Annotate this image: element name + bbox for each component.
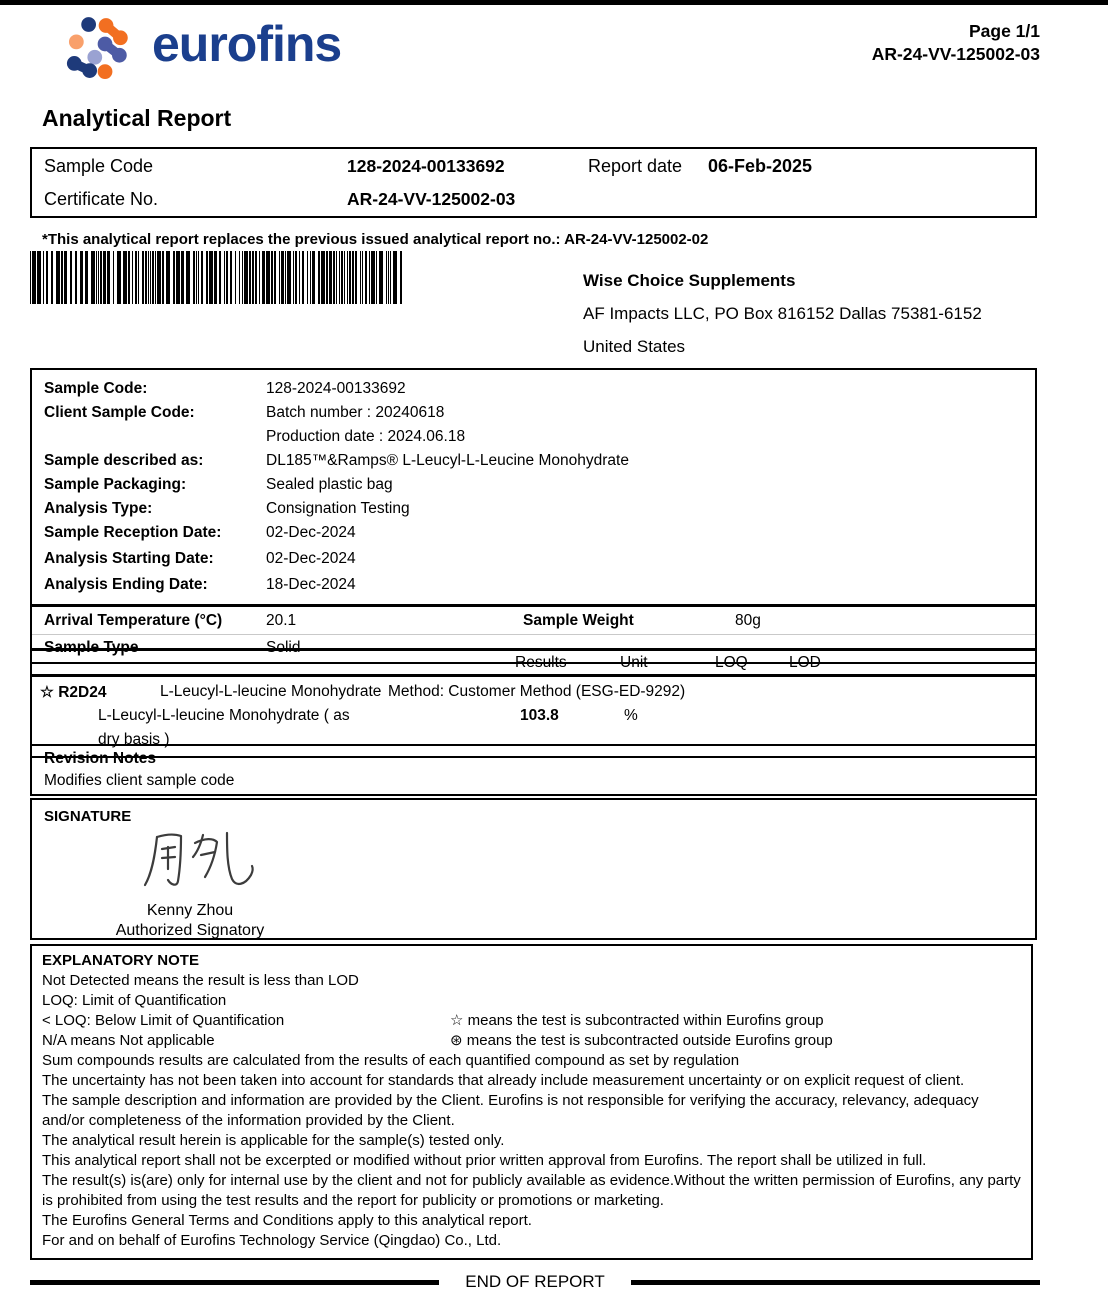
window-edge <box>0 0 1108 5</box>
report-date-value: 06-Feb-2025 <box>708 156 813 176</box>
signatory-role: Authorized Signatory <box>115 922 265 939</box>
result-value: 103.8 <box>520 707 559 724</box>
client-address: AF Impacts LLC, PO Box 816152 Dallas 75381-6152 <box>583 304 982 323</box>
report-date-label: Report date <box>588 156 683 176</box>
client-address-block <box>583 264 982 363</box>
replacement-note: *This analytical report replaces the previous issued analytical report no.: AR-24-VV-125002-02 <box>42 231 709 248</box>
client-country: United States <box>583 337 686 356</box>
table-row: Production date : 2024.06.18 <box>266 428 466 445</box>
explanatory-paragraph: The sample description and information are provided by the Client. Eurofins is not responsible for verifying the accuracy, relevancy, adequacy and/or completeness of the information provided by the Client. <box>42 1092 979 1129</box>
end-rule-right <box>631 1280 1040 1285</box>
signature-title: SIGNATURE <box>44 808 132 825</box>
table-row: Sample Packaging: Sealed plastic bag <box>44 476 393 493</box>
revision-notes-box <box>30 744 1037 796</box>
sample-details-box <box>30 368 1037 664</box>
row-divider <box>32 634 1035 635</box>
analyte-name-cont: dry basis ) <box>98 731 170 748</box>
explanatory-line: < LOQ: Below Limit of Quantification ☆ means the test is subcontracted within Eurofins group <box>42 1012 824 1029</box>
page-info <box>872 20 1040 66</box>
table-row: Analysis Starting Date: 02-Dec-2024 <box>44 550 356 567</box>
table-row: Client Sample Code: Batch number : 20240618 <box>44 404 445 421</box>
revision-title: Revision Notes <box>44 750 156 767</box>
arrival-temperature-row <box>32 609 1035 633</box>
analyte-name: L-Leucyl-L-leucine Monohydrate ( as <box>98 707 350 724</box>
explanatory-paragraph: This analytical report shall not be excerpted or modified without prior written approval from Eurofins. The report shall be utilized in full. <box>42 1152 927 1169</box>
test-method: Method: Customer Method (ESG-ED-9292) <box>388 683 686 700</box>
sample-weight-label: Sample Weight <box>523 612 634 629</box>
sample-code-row <box>32 149 1035 182</box>
results-header-row <box>32 651 1035 677</box>
end-rule-left <box>30 1280 439 1285</box>
explanatory-paragraph: The uncertainty has not been taken into account for standards that already include measurement uncertainty or on explicit request of client. <box>42 1072 965 1089</box>
report-number: AR-24-VV-125002-03 <box>871 44 1040 64</box>
sample-details-rows <box>32 370 1035 604</box>
certificate-row <box>32 182 1035 215</box>
handwritten-signature <box>135 824 265 896</box>
sample-type-value: Solid <box>266 639 301 656</box>
explanatory-paragraph: The Eurofins General Terms and Conditions apply to this analytical report. <box>42 1212 532 1229</box>
end-of-report <box>30 1272 1040 1292</box>
sample-type-label: Sample Type <box>44 639 139 656</box>
table-row: Sample described as: DL185™&Ramps® L-Leucyl-L-Leucine Monohydrate <box>44 452 629 469</box>
result-unit: % <box>624 707 638 724</box>
results-box <box>30 648 1037 758</box>
star-legend: ☆ means the test is subcontracted within Eurofins group <box>450 1012 824 1029</box>
col-loq: LOQ <box>715 654 748 671</box>
end-of-report-text: END OF REPORT <box>465 1272 605 1291</box>
explanatory-paragraph: For and on behalf of Eurofins Technology Service (Qingdao) Co., Ltd. <box>42 1232 502 1249</box>
table-row: Sample Reception Date: 02-Dec-2024 <box>44 524 356 541</box>
explanatory-note-box <box>30 944 1033 1260</box>
sample-code-value: 128-2024-00133692 <box>347 156 505 176</box>
signatory-name: Kenny Zhou <box>146 902 234 919</box>
page-title: Analytical Report <box>42 105 232 131</box>
sample-weight-value: 80g <box>735 612 761 629</box>
table-row: Analysis Ending Date: 18-Dec-2024 <box>44 576 356 593</box>
analyte-row <box>32 704 1035 728</box>
table-row: Sample Code: 128-2024-00133692 <box>44 380 406 397</box>
signature-box <box>30 798 1037 940</box>
circle-star-legend: ⊛ means the test is subcontracted outside Eurofins group <box>450 1032 833 1049</box>
test-code: ☆ R2D24 <box>40 684 107 701</box>
sample-code-label: Sample Code <box>44 156 154 176</box>
arrival-temp-value: 20.1 <box>266 612 297 629</box>
explanatory-line: LOQ: Limit of Quantification <box>42 992 227 1009</box>
explanatory-paragraph: The analytical result herein is applicable for the sample(s) tested only. <box>42 1132 505 1149</box>
col-results: Results <box>515 654 567 671</box>
explanatory-line: Not Detected means the result is less than LOD <box>42 972 359 989</box>
test-name: L-Leucyl-L-leucine Monohydrate <box>160 683 382 700</box>
test-row <box>32 680 1035 704</box>
page-number: Page 1/1 <box>968 21 1040 41</box>
explanatory-line: N/A means Not applicable ⊛ means the test is subcontracted outside Eurofins group <box>42 1032 833 1049</box>
explanatory-title: EXPLANATORY NOTE <box>42 952 199 969</box>
eurofins-logo-icon <box>62 10 146 82</box>
col-lod: LOD <box>789 654 821 671</box>
revision-note: Modifies client sample code <box>44 772 235 789</box>
explanatory-paragraph: The result(s) is(are) only for internal use by the client and not for publicly available as evidence.Without the written permission of Eurofins, any party is prohibited from using the test results and the report for publicity or promotions or marketing. <box>42 1172 1021 1209</box>
table-row: Analysis Type: Consignation Testing <box>44 500 410 517</box>
id-box <box>30 147 1037 218</box>
explanatory-paragraph: Sum compounds results are calculated from the results of each quantified compound as set by regulation <box>42 1052 740 1069</box>
arrival-temp-label: Arrival Temperature (°C) <box>44 612 223 629</box>
col-unit: Unit <box>620 654 648 671</box>
eurofins-logo <box>62 10 341 82</box>
barcode <box>30 251 406 304</box>
client-name: Wise Choice Supplements <box>583 271 796 290</box>
certificate-value: AR-24-VV-125002-03 <box>347 189 516 209</box>
certificate-label: Certificate No. <box>44 189 159 209</box>
brand-wordmark: eurofins <box>152 16 342 72</box>
